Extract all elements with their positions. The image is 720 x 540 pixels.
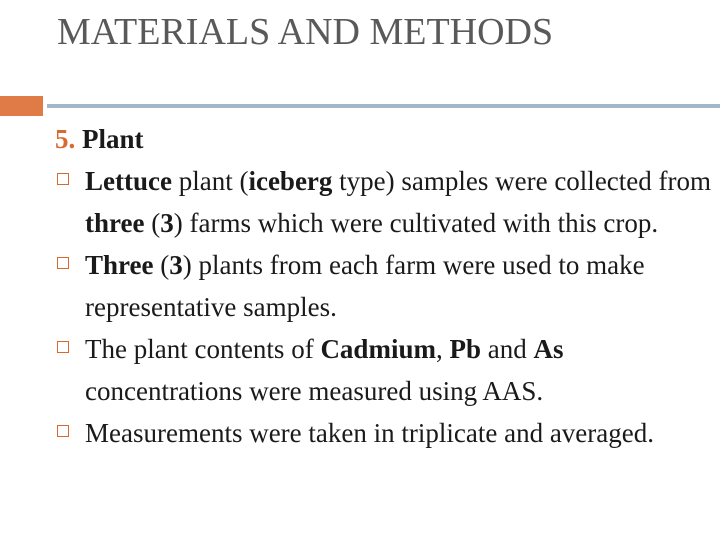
- bullet-item: [55, 244, 715, 328]
- bullet-text: type) samples were collected from: [332, 166, 711, 196]
- slide-title: MATERIALS AND METHODS: [57, 11, 554, 53]
- bullet-text: Measurements were taken in triplicate and averaged.: [85, 418, 654, 448]
- square-bullet-icon: [57, 257, 69, 269]
- bullet-text: ) farms which were cultivated with this crop.: [173, 208, 659, 238]
- bullet-text: plant (: [171, 166, 249, 196]
- bullet-list: [55, 160, 715, 454]
- bullet-text: (: [144, 208, 161, 238]
- square-bullet-icon: [57, 341, 69, 353]
- bullet-text: The plant contents of: [85, 334, 321, 364]
- bullet-text-bold: Lettuce: [85, 166, 172, 196]
- bullet-text-bold: iceberg: [248, 166, 333, 196]
- bullet-text-bold: Three: [85, 250, 154, 280]
- title-rule-line: [47, 104, 720, 108]
- bullet-text-bold: Pb: [449, 334, 481, 364]
- bullet-text-bold: 3: [169, 250, 183, 280]
- bullet-text-bold: three: [85, 208, 145, 238]
- bullet-text-bold: 3: [160, 208, 174, 238]
- bullet-item: [55, 160, 715, 244]
- bullet-text: and: [480, 334, 534, 364]
- bullet-text: concentrations were measured using AAS.: [85, 376, 544, 406]
- title-rule-accent: [0, 96, 43, 116]
- section-heading: [55, 118, 715, 160]
- bullet-text: ) plants from each farm were used to make representative samples.: [85, 250, 645, 322]
- square-bullet-icon: [57, 173, 69, 185]
- slide-content: [55, 118, 715, 454]
- bullet-text-bold: Cadmium: [320, 334, 436, 364]
- bullet-text: ,: [435, 334, 450, 364]
- square-bullet-icon: [57, 425, 69, 437]
- bullet-item: [55, 412, 715, 454]
- section-number: 5.: [55, 124, 76, 154]
- section-label: Plant: [82, 124, 144, 154]
- bullet-text: (: [153, 250, 170, 280]
- bullet-text-bold: As: [533, 334, 564, 364]
- bullet-item: [55, 328, 715, 412]
